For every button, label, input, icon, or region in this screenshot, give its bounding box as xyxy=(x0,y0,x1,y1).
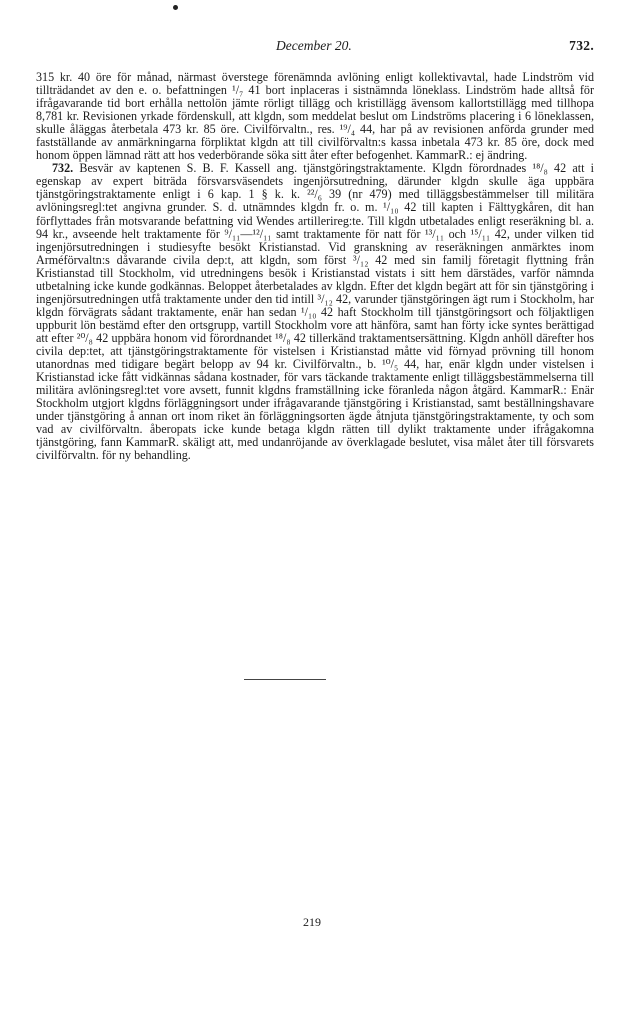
case-number: 732. xyxy=(52,161,74,176)
running-head xyxy=(36,38,594,58)
ink-dot xyxy=(173,5,178,10)
paragraph-text: Besvär av kaptenen S. B. F. Kassell ang. tjänstgöringstraktamente. Klgdn förordnades ¹⁸/₈ 42 att i egenskap av expert biträda försvarsväsendets ingenjörsutredning, därunder klgdn skulle äga uppbära tjänstgöringstraktamente enligt i 6 kap. 1 § k. k. ²²/₆ 39 (nr 479) med tilläggsbestämmelser till militära avlöningsregl:tet angivna grunder. S. d. utnämndes klgdn fr. o. m. ¹/₁₀ 42 till kapten i Fälttygkåren, dit han förflyttades från motsvarande befattning vid Wendes artillerireg:te. Till klgdn utbetalades enligt reseräkning bl. a. 94 kr., avseende helt traktamente för ⁹/₁₁—¹²/₁₁ samt traktamente för natt för ¹³/₁₁ och ¹⁵/₁₁ 42, under vilken tid ingenjörsutredningen i studiesyfte besökt Kristianstad. Vid granskning av reseräkningen anmärktes inom Arméförvaltn:s dåvarande civila dep:t, att klgdn, som först ³/₁₂ 42 med sin familj företagit flyttning från Kristianstad till Stockholm, vid utredningens besök i Kristianstad vistats i sitt hem därstädes, varför nämnda utbetalning icke kunde godkännas. Beloppet återbetalades av klgdn. Efter det klgdn begärt att för sin tjänstgöring i ingenjörsutredningen utfå traktamente under den tid intill ³/₁₂ 42, varunder tjänstgöringen ägt rum i Stockholm, har klgdn förvägrats sådant traktamente, enär han sedan ¹/₁₀ 42 haft Stockholm till tjänstgöringsort och följaktligen uppburit lön bestämd efter den ortsgrupp, vartill Stockholm vore att hänföra, samt han förty icke syntes berättigad att efter ²⁰/₈ 42 uppbära honom vid förordnandet ¹⁸/₈ 42 tillerkänd traktamentsersättning. Klgdn anhöll därefter hos civila dep:tet, att tjänstgöringstraktamente för vistelsen i Kristianstad måtte vid förnyad prövning till honom utanordnas med tidigare begärt belopp av 94 kr. Civilförvaltn., b. ¹⁰/₅ 44, har, enär klgdn under vistelsen i Kristianstad icke fått vidkännas sådana kostnader, för vars täckande traktamente enligt tilläggsbestämmelserna till militära avlöningsregl:tet vore avsett, funnit klgdns framställning icke föranleda någon åtgärd. KammarR.: Enär Stockholm utgjort klgdns förläggningsort under ifrågavarande tjänstgöring i Kristianstad, samt beställningshavare under tjänstgöring å annan ort inom riket än förläggningsorten ägde åtnjuta tjänstgöringstraktamente, ty och som vad av civilförvaltn. åberopats icke kunde betaga klgdn rätten till dylikt traktamente under ifrågakomna tjänstgöring, fann KammarR. skäligt att, med undanröjande av överklagade beslutet, visa målet åter till försvarets civilförvaltn. för ny behandling. xyxy=(36,161,594,463)
paragraph-case-732 xyxy=(36,162,594,462)
paragraph-continuation xyxy=(36,71,594,162)
running-head-page-number: 732. xyxy=(569,38,594,53)
folio-number: 219 xyxy=(303,915,321,929)
section-rule xyxy=(244,679,326,680)
paragraph-text: 315 kr. 40 öre för månad, närmast överstege förenämnda avlöning enligt kollektivavtal, hade Lindström vid tillträdandet av den e. o. befattningen ¹/₇ 41 bort inplaceras i sistnämnda löneklass. Lindström hade alltså för ifrågavarande tid bort erhålla nettolön jämte rörligt tillägg och kristillägg ävensom kallortstillägg med tillhopa 8,781 kr. Revisionen yrkade fördenskull, att klgdn, som meddelat beslut om Lindströms placering i 6 löneklassen, skulle åläggas återbetala 473 kr. 85 öre. Civilförvaltn., res. ¹⁹/₄ 44, har på av revisionen anförda grunder med fastställande av anmärkningarna förpliktat klgdn att till civilförvaltn:s kassa inbetala 473 kr. 85 öre, dock med honom öppen lämnad rätt att hos vederbörande söka sitt åter efter befogenhet. KammarR.: ej ändring. xyxy=(36,70,594,163)
running-head-title: December 20. xyxy=(276,38,352,53)
body-text xyxy=(36,71,594,462)
